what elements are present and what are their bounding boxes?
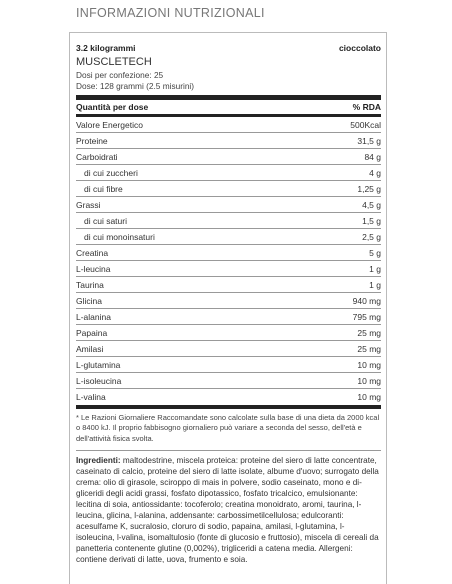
nutrient-value: 4,5 g <box>362 199 381 210</box>
table-row <box>76 309 381 325</box>
product-brand: MUSCLETECH <box>76 56 152 68</box>
table-row <box>76 213 381 229</box>
table-row <box>76 341 381 357</box>
product-size: 3.2 kilogrammi <box>76 43 136 53</box>
nutrient-value: 25 mg <box>357 327 381 338</box>
nutrient-value: 795 mg <box>352 311 381 322</box>
nutrient-label: L-valina <box>76 392 106 402</box>
nutrition-table <box>76 117 381 405</box>
table-header <box>76 100 381 114</box>
servings-per-pack: Dosi per confezione: 25 <box>76 70 164 80</box>
table-row <box>76 133 381 149</box>
table-row <box>76 293 381 309</box>
nutrient-label: Proteine <box>76 135 108 146</box>
table-row <box>76 261 381 277</box>
table-row <box>76 325 381 341</box>
nutrient-value: 84 g <box>364 151 381 162</box>
table-header-quantity: Quantità per dose <box>76 102 149 112</box>
nutrient-label: di cui fibre <box>84 183 123 194</box>
table-row <box>76 357 381 373</box>
page-title: INFORMAZIONI NUTRIZIONALI <box>76 6 265 20</box>
nutrition-panel <box>69 32 387 584</box>
nutrient-label: Valore Energetico <box>76 119 143 130</box>
nutrient-value: 10 mg <box>357 375 381 386</box>
ingredients-text <box>76 455 381 565</box>
nutrient-label: L-leucina <box>76 263 111 274</box>
table-bottom-divider <box>76 405 381 409</box>
nutrient-label: Grassi <box>76 199 101 210</box>
table-row <box>76 245 381 261</box>
rda-footnote: * Le Razioni Giornaliere Raccomandate sono calcolate sulla base di una dieta da 2000 kcal o 8400 kJ. Il proprio fabbisogno giornaliero può variare a seconda del sesso, dell'età e dell'attività fisica svolta. <box>76 413 380 443</box>
table-row <box>76 277 381 293</box>
ingredients-label: Ingredienti: <box>76 455 121 465</box>
table-row <box>76 389 381 405</box>
nutrient-value: 2,5 g <box>362 231 381 242</box>
table-row <box>76 181 381 197</box>
nutrient-value: 1 g <box>369 279 381 290</box>
nutrient-value: 1 g <box>369 263 381 274</box>
nutrient-label: di cui monoinsaturi <box>84 231 155 242</box>
nutrient-value: 25 mg <box>357 343 381 354</box>
nutrient-label: L-alanina <box>76 311 111 322</box>
nutrient-value: 1,25 g <box>357 183 381 194</box>
table-row <box>76 117 381 133</box>
table-row <box>76 197 381 213</box>
nutrient-label: L-glutamina <box>76 359 121 370</box>
nutrient-value: 1,5 g <box>362 215 381 226</box>
nutrient-label: L-isoleucina <box>76 375 122 386</box>
nutrient-label: Taurina <box>76 279 104 290</box>
product-top-row <box>76 43 381 53</box>
table-header-rda: % RDA <box>352 102 381 112</box>
table-row <box>76 229 381 245</box>
nutrient-value: 10 mg <box>357 359 381 370</box>
footnote-divider <box>76 450 381 451</box>
table-row <box>76 165 381 181</box>
ingredients-list: maltodestrine, miscela proteica: proteine del siero di latte concentrate, caseinato di calcio, proteine del siero di latte isolate, albume d'uovo; surrogato della crema: olio di girasole, sciroppo di mais in polvere, sodio caseinato, mono e di-gliceridi degli acidi grassi, fosfato dipotassico, fosfato tricalcico, emulsionante: lecitina di soia, antiossidante: tocoferolo; creatina monoidrato, aromi, taurina, l-leucina, glicina, l-alanina, addensante: carbossimetilcellulosa; edulcoranti: acesulfame K, sucralosio, cloruro di sodio, papaina, amilasi, l-glutamina, l-isoleucina, l-valina, isomaltulosio (fonte di glucosio e fruttosio), miscela di cereali da panetteria contenente glutine (0,002%), trigliceridi a catena media. Allergeni: contiene derivati di latte, uova, frumento e soia. <box>76 455 379 564</box>
nutrient-label: Papaina <box>76 327 108 338</box>
nutrient-label: Glicina <box>76 295 102 306</box>
nutrient-label: Creatina <box>76 247 109 258</box>
nutrient-value: 940 mg <box>352 295 381 306</box>
product-flavor: cioccolato <box>338 43 381 53</box>
nutrient-label: di cui saturi <box>84 215 127 226</box>
nutrient-value: 500Kcal <box>350 119 381 130</box>
nutrient-label: di cui zuccheri <box>84 167 138 178</box>
nutrient-value: 31,5 g <box>357 135 381 146</box>
servings-info <box>76 70 381 91</box>
nutrient-label: Amilasi <box>76 343 104 354</box>
dose-size: Dose: 128 grammi (2.5 misurini) <box>76 80 195 91</box>
table-row <box>76 373 381 389</box>
nutrient-value: 10 mg <box>357 392 381 402</box>
table-row <box>76 149 381 165</box>
nutrient-value: 4 g <box>369 167 381 178</box>
nutrient-value: 5 g <box>369 247 381 258</box>
nutrient-label: Carboidrati <box>76 151 118 162</box>
